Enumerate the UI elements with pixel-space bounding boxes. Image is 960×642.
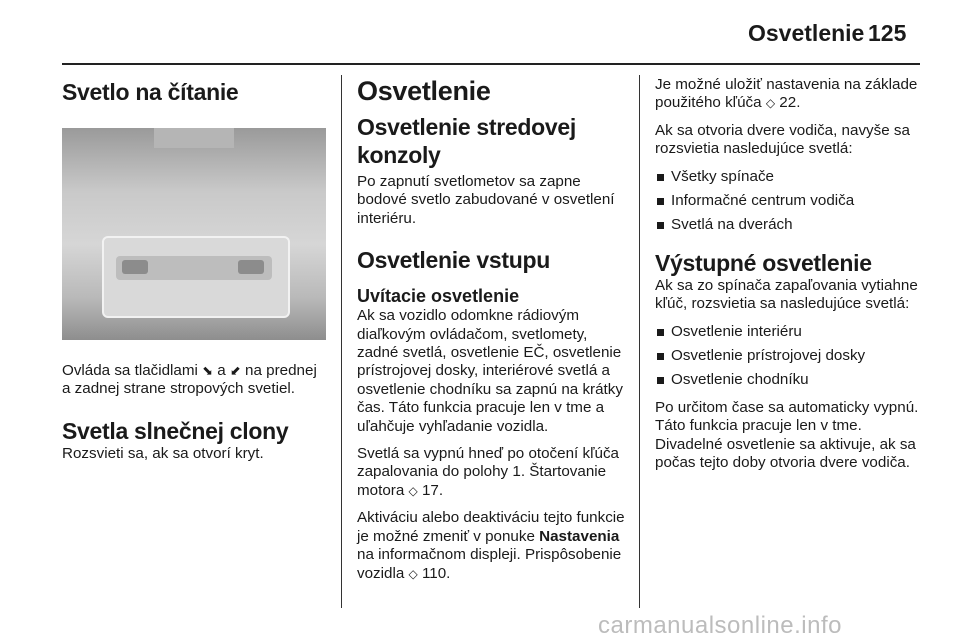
column-left [62,76,327,472]
reference-icon: ◇ [408,566,418,581]
lights-off-text: Svetlá sa vypnú hneď po otočení kľúča zapalovania do polohy 1. Štartovanie motora ◇ 17. [357,445,619,499]
reference-icon: ◇ [408,483,418,498]
activation-text: Aktiváciu alebo deaktiváciu tejto funkcie je možné zmeniť v ponuke Nastavenia na informačnom displeji. Prispôsobenie vozidla ◇ 110. [357,509,625,582]
settings-menu-label: Nastavenia [539,527,620,545]
auto-off-text: Po určitom čase sa automaticky vypnú. Táto funkcia pracuje len v tme. Divadelné osvetlenie sa aktivuje, ak sa počas tejto doby otvoria dvere vodiča. [655,398,919,472]
subheading-welcome-light: Uvítacie osvetlenie [357,286,520,307]
column-right [655,76,923,482]
reading-light-front-icon: ⬊ [202,363,214,378]
chapter-heading: Osvetlenie [357,76,491,106]
reading-light-rear-icon: ⬋ [229,363,241,378]
list-item: Svetlá na dverách [655,216,923,234]
list-item: Všetky spínače [655,168,923,186]
welcome-light-text: Ak sa vozidlo odomkne rádiovým diaľkovým ovládačom, svetlomety, zadné svetlá, osvetlenie EČ, osvetlenie prístrojovej dosky, interiérové svetlá a osvetlenie chodníku sa zapnú na krátky čas. Táto funkcia pracuje len v tme a uľahčuje vyhľadanie vozidla. [357,307,623,435]
header-title: Osvetlenie [748,20,865,46]
exit-light-text: Ak sa zo spínača zapaľovania vytiahne kľúč, rozsvietia sa nasledujúce svetlá: [655,276,918,313]
list-item: Osvetlenie prístrojovej dosky [655,347,923,365]
visor-lights-text: Rozsvieti sa, ak sa otvorí kryt. [62,444,264,462]
header-divider [62,63,920,65]
reading-light-photo [62,128,326,340]
page-number: 125 [868,20,907,46]
exit-lights-list [655,323,923,390]
section-heading-entry-light: Osvetlenie vstupu [357,247,551,274]
list-item: Osvetlenie chodníku [655,371,923,389]
column-middle [357,76,629,592]
section-heading-exit-light: Výstupné osvetlenie [655,249,872,276]
driver-door-text: Ak sa otvoria dvere vodiča, navyše sa rozsvietia nasledujúce svetlá: [655,121,910,158]
column-divider [341,75,342,608]
console-light-text: Po zapnutí svetlometov sa zapne bodové svetlo zabudované v osvetlení interiéru. [357,173,615,227]
section-heading-reading-light: Svetlo na čítanie [62,79,239,105]
key-settings-text: Je možné uložiť nastavenia na základe použitého kľúča ◇ 22. [655,76,918,112]
watermark: carmanualsonline.info [598,612,842,639]
list-item: Osvetlenie interiéru [655,323,923,341]
driver-door-lights-list [655,168,923,235]
reading-light-text: Ovláda sa tlačidlami ⬊ a ⬋ na prednej a zadnej strane stropových svetiel. [62,362,317,398]
column-divider [639,75,640,608]
reference-icon: ◇ [765,96,776,111]
section-heading-console-light: Osvetlenie stredovej konzoly [357,114,576,168]
list-item: Informačné centrum vodiča [655,192,923,210]
section-heading-visor-lights: Svetla slnečnej clony [62,417,289,444]
